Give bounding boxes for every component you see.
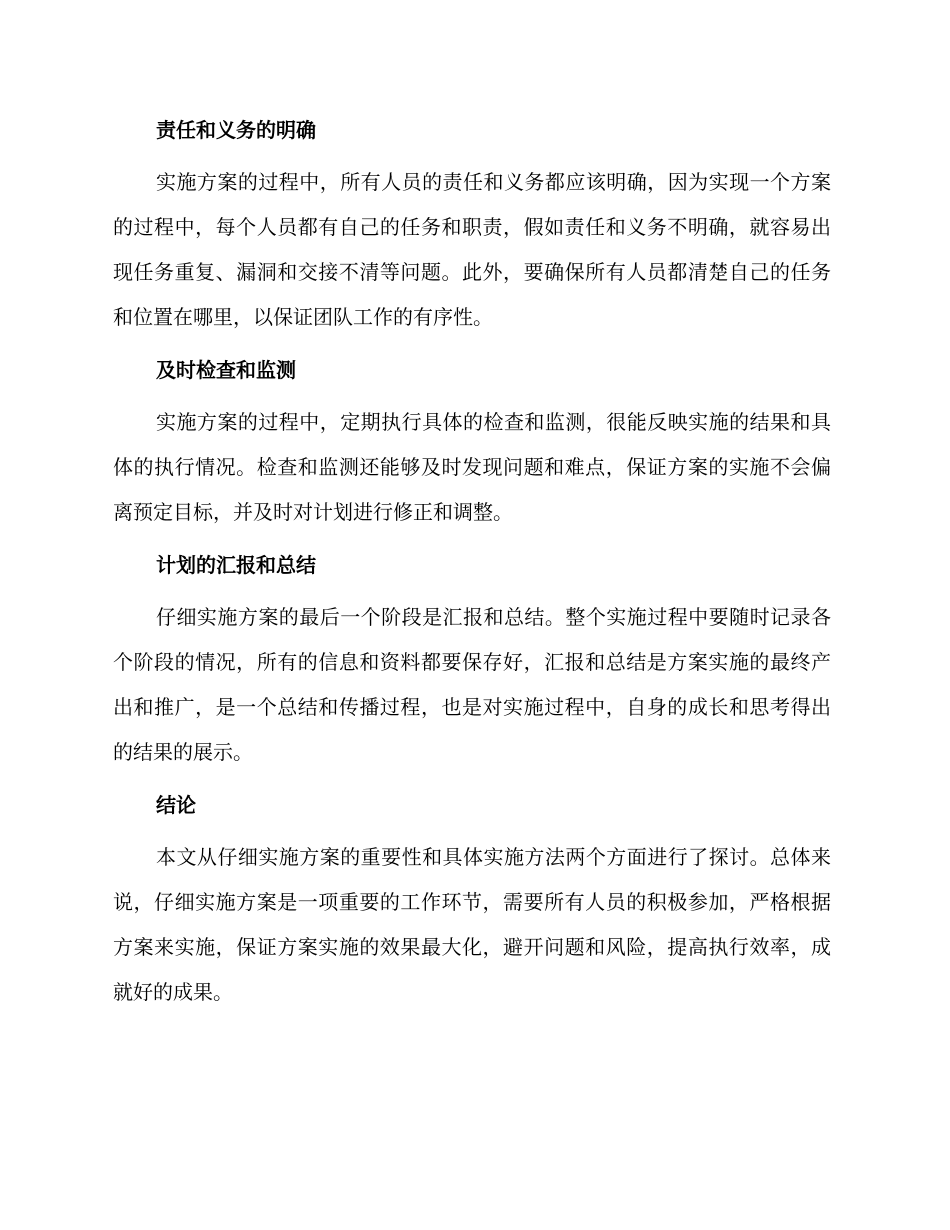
section-heading: 计划的汇报和总结 bbox=[156, 553, 316, 577]
section-paragraph: 实施方案的过程中，定期执行具体的检查和监测，很能反映实施的结果和具体的执行情况。检查和监测还能够及时发现问题和难点，保证方案的实施不会偏离预定目标，并及时对计划进行修正和调整。 bbox=[113, 410, 831, 524]
section-heading: 责任和义务的明确 bbox=[156, 118, 316, 142]
section-paragraph: 仔细实施方案的最后一个阶段是汇报和总结。整个实施过程中要随时记录各个阶段的情况，所有的信息和资料都要保存好，汇报和总结是方案实施的最终产出和推广，是一个总结和传播过程，也是对实施过程中，自身的成长和思考得出的结果的展示。 bbox=[113, 605, 831, 764]
section-heading: 及时检查和监测 bbox=[156, 358, 296, 382]
section-inspection bbox=[113, 350, 831, 535]
document-content bbox=[113, 110, 831, 1025]
section-paragraph: 实施方案的过程中，所有人员的责任和义务都应该明确，因为实现一个方案的过程中，每个人员都有自己的任务和职责，假如责任和义务不明确，就容易出现任务重复、漏洞和交接不清等问题。此外，要确保所有人员都清楚自己的任务和位置在哪里，以保证团队工作的有序性。 bbox=[113, 170, 831, 329]
section-responsibility bbox=[113, 110, 831, 340]
section-paragraph: 本文从仔细实施方案的重要性和具体实施方法两个方面进行了探讨。总体来说，仔细实施方案是一项重要的工作环节，需要所有人员的积极参加，严格根据方案来实施，保证方案实施的效果最大化，避开问题和风险，提高执行效率，成就好的成果。 bbox=[113, 845, 831, 1004]
section-heading: 结论 bbox=[156, 793, 196, 817]
section-conclusion bbox=[113, 785, 831, 1015]
section-report-summary bbox=[113, 545, 831, 775]
